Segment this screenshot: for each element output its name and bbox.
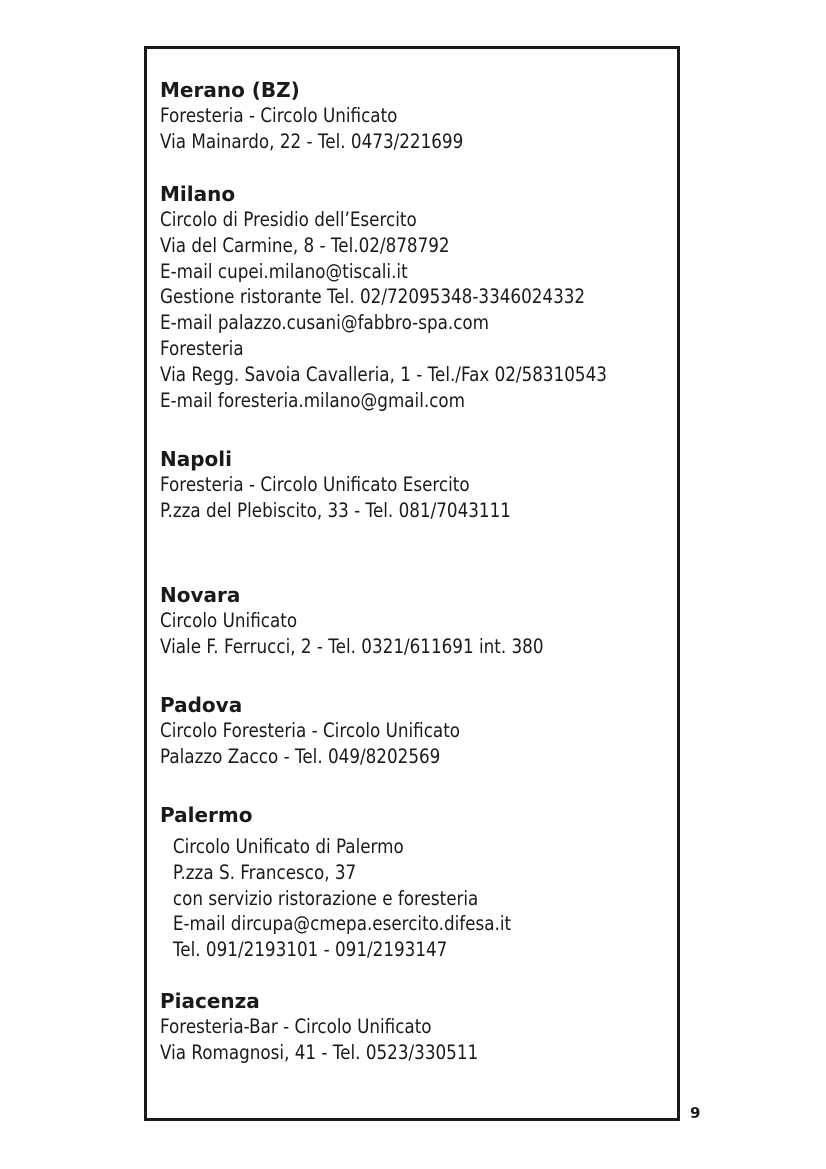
entry-line: Via Regg. Savoia Cavalleria, 1 - Tel./Fax 02/58310543 (160, 362, 607, 386)
city-heading: Milano (160, 182, 236, 206)
entry-merano (160, 77, 675, 155)
entry-line: Foresteria-Bar - Circolo Unificato (160, 1015, 432, 1038)
entry-line: Circolo di Presidio dell’Esercito (160, 208, 417, 231)
entry-line: E-mail cupei.milano@tiscali.it (160, 259, 408, 283)
entry-line: E-mail foresteria.milano@gmail.com (160, 388, 466, 412)
entry-line: Circolo Unificato (160, 609, 298, 632)
entry-line: Gestione ristorante Tel. 02/72095348-3346024332 (160, 285, 586, 309)
entry-line: Via Mainardo, 22 - Tel. 0473/221699 (160, 129, 464, 153)
entry-line: Viale F. Ferrucci, 2 - Tel. 0321/611691 int. 380 (160, 634, 544, 658)
entry-line: Via Romagnosi, 41 - Tel. 0523/330511 (160, 1040, 479, 1064)
city-heading: Padova (160, 693, 243, 717)
entry-line: Circolo Foresteria - Circolo Unificato (160, 719, 461, 742)
entry-piacenza (160, 988, 675, 1066)
city-heading: Piacenza (160, 989, 260, 1013)
city-heading: Napoli (160, 447, 233, 471)
entry-line: Foresteria (160, 336, 244, 360)
entry-line: Foresteria - Circolo Unificato (160, 104, 398, 127)
city-heading: Palermo (160, 803, 253, 827)
entry-line: Palazzo Zacco - Tel. 049/8202569 (160, 744, 441, 768)
entry-novara (160, 582, 675, 660)
city-heading: Merano (BZ) (160, 78, 300, 102)
entry-padova (160, 692, 675, 770)
entry-line: E-mail palazzo.cusani@fabbro-spa.com (160, 311, 490, 335)
page-number: 9 (690, 1104, 701, 1122)
entry-line: P.zza del Plebiscito, 33 - Tel. 081/7043111 (160, 498, 511, 522)
entry-line: Tel. 091/2193101 - 091/2193147 (172, 938, 448, 962)
entry-line: Circolo Unificato di Palermo (172, 835, 404, 858)
entry-line: Via del Carmine, 8 - Tel.02/878792 (160, 233, 450, 257)
entry-line: P.zza S. Francesco, 37 (172, 860, 357, 884)
entry-napoli (160, 446, 675, 524)
city-heading: Novara (160, 583, 241, 607)
entry-milano (160, 181, 675, 413)
entry-line: con servizio ristorazione e foresteria (172, 886, 479, 910)
entry-palermo (160, 802, 675, 963)
entry-line: Foresteria - Circolo Unificato Esercito (160, 473, 470, 496)
entry-line: E-mail dircupa@cmepa.esercito.difesa.it (172, 912, 512, 936)
